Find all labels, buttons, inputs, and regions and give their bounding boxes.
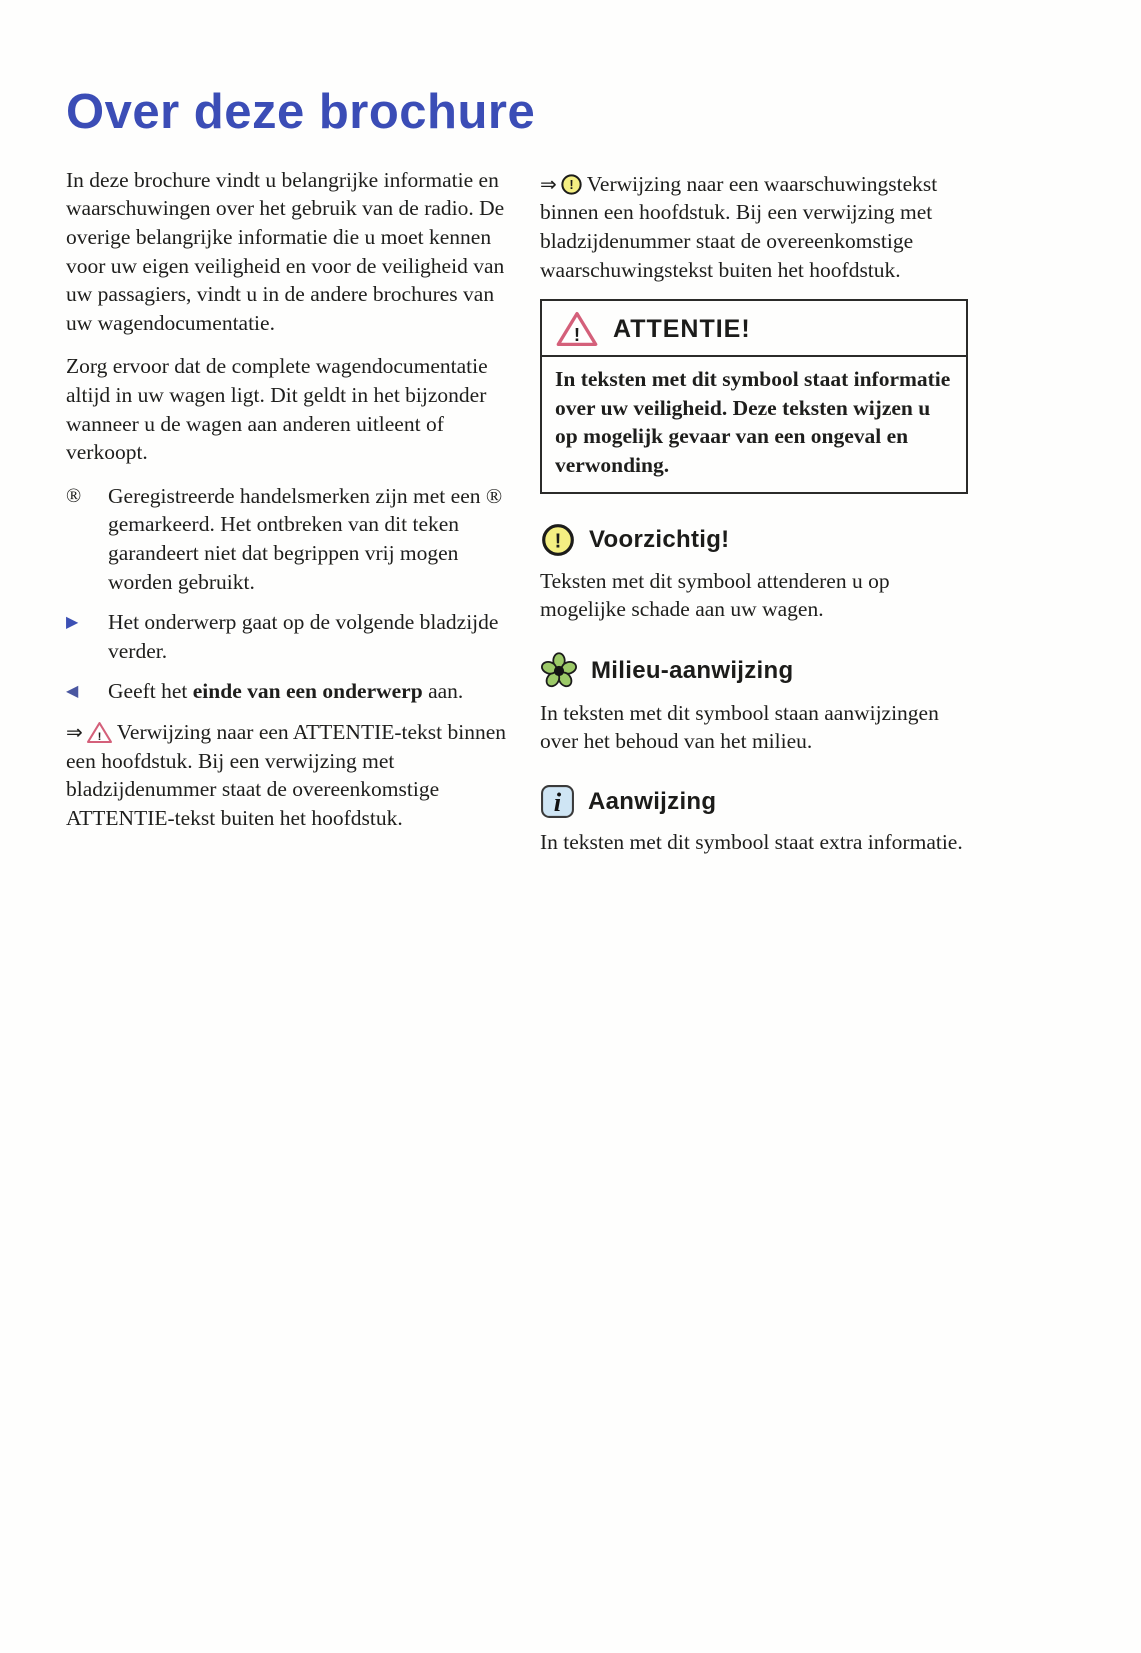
svg-text:!: ! (569, 177, 574, 193)
warning-triangle-icon (555, 310, 599, 348)
double-arrow-icon: ⇒ (66, 719, 83, 744)
warning-reference-paragraph (540, 170, 968, 284)
intro-paragraph: In deze brochure vindt u belangrijke informatie en waarschuwingen over het gebruik van de radio. De overige belangrijke informatie die u moet kennen voor uw eigen veiligheid en voor de veiligheid van uw passagiers, vindt u in de andere brochures van uw wagendocumentatie. (66, 167, 505, 335)
keep-documentation-paragraph: Zorg ervoor dat de complete wagendocumentatie altijd in uw wagen ligt. Dit geldt in het bijzonder wanneer u de wagen aan anderen uitleent of verkoopt. (66, 354, 488, 465)
aanwijzing-heading: Aanwijzing (588, 787, 717, 815)
svg-text:!: ! (97, 730, 102, 743)
page-title: Over deze brochure (66, 85, 536, 139)
voorzichtig-body: Teksten met dit symbool attenderen u op mogelijke schade aan uw wagen. (540, 568, 890, 622)
right-column (540, 166, 968, 857)
attentie-box-body: In teksten met dit symbool staat informatie over uw veiligheid. Deze teksten wijzen u op mogelijk gevaar van een ongeval en verwonding. (555, 367, 951, 478)
svg-text:i: i (553, 786, 562, 817)
two-column-layout (66, 166, 968, 857)
list-item-text (108, 677, 516, 706)
page-content (66, 86, 968, 857)
caution-exclamation-circle-icon (540, 522, 576, 558)
milieu-section (540, 652, 968, 756)
voorzichtig-section (540, 522, 968, 624)
reference-text: Verwijzing naar een ATTENTIE-tekst binnen een hoofdstuk. Bij een verwijzing met bladzijdenummer staat de overeenkomstige ATTENTIE-tekst buiten het hoofdstuk. (66, 719, 507, 830)
milieu-body: In teksten met dit symbool staan aanwijzingen over het behoud van het milieu. (540, 700, 939, 754)
symbol-legend-list (66, 482, 516, 706)
list-item-text: Geregistreerde handelsmerken zijn met een ® gemarkeerd. Het ontbreken van dit teken garandeert niet dat begrippen vrij mogen worden gebruikt. (108, 483, 503, 594)
text-prefix: Geeft het (108, 679, 193, 704)
aanwijzing-body: In teksten met dit symbool staat extra informatie. (540, 830, 963, 855)
text-bold: einde van een onderwerp (192, 679, 423, 704)
list-item-topic-continues (66, 608, 516, 665)
list-item-text: Het onderwerp gaat op de volgende bladzijde verder. (108, 610, 499, 663)
triangle-right-icon: ▶ (66, 612, 79, 632)
svg-text:!: ! (573, 324, 581, 346)
eco-flower-icon (540, 652, 578, 690)
text-suffix: aan. (422, 679, 464, 704)
warning-triangle-icon (86, 721, 113, 744)
milieu-heading-row (540, 652, 968, 690)
left-column (66, 166, 516, 857)
attentie-reference-paragraph (66, 718, 516, 832)
svg-text:!: ! (554, 530, 562, 553)
milieu-heading: Milieu-aanwijzing (591, 656, 794, 684)
double-arrow-icon: ⇒ (540, 171, 557, 196)
attentie-box-header (542, 301, 966, 357)
registered-trademark-icon: ® (66, 484, 82, 507)
aanwijzing-section (540, 784, 968, 857)
triangle-left-icon: ◀ (66, 681, 79, 701)
voorzichtig-heading: Voorzichtig! (589, 525, 730, 553)
reference-text: Verwijzing naar een waarschuwingstekst binnen een hoofdstuk. Bij een verwijzing met bladzijdenummer staat de overeenkomstige waarschuwingstekst buiten het hoofdstuk. (540, 171, 938, 282)
attentie-warning-box (540, 299, 968, 493)
list-item-topic-ends (66, 677, 516, 706)
voorzichtig-heading-row (540, 522, 968, 558)
list-item-registered-trademark (66, 482, 516, 596)
aanwijzing-heading-row (540, 784, 968, 819)
caution-exclamation-circle-icon (560, 173, 583, 196)
info-i-square-icon (540, 784, 575, 819)
attentie-box-title: ATTENTIE! (613, 314, 751, 343)
